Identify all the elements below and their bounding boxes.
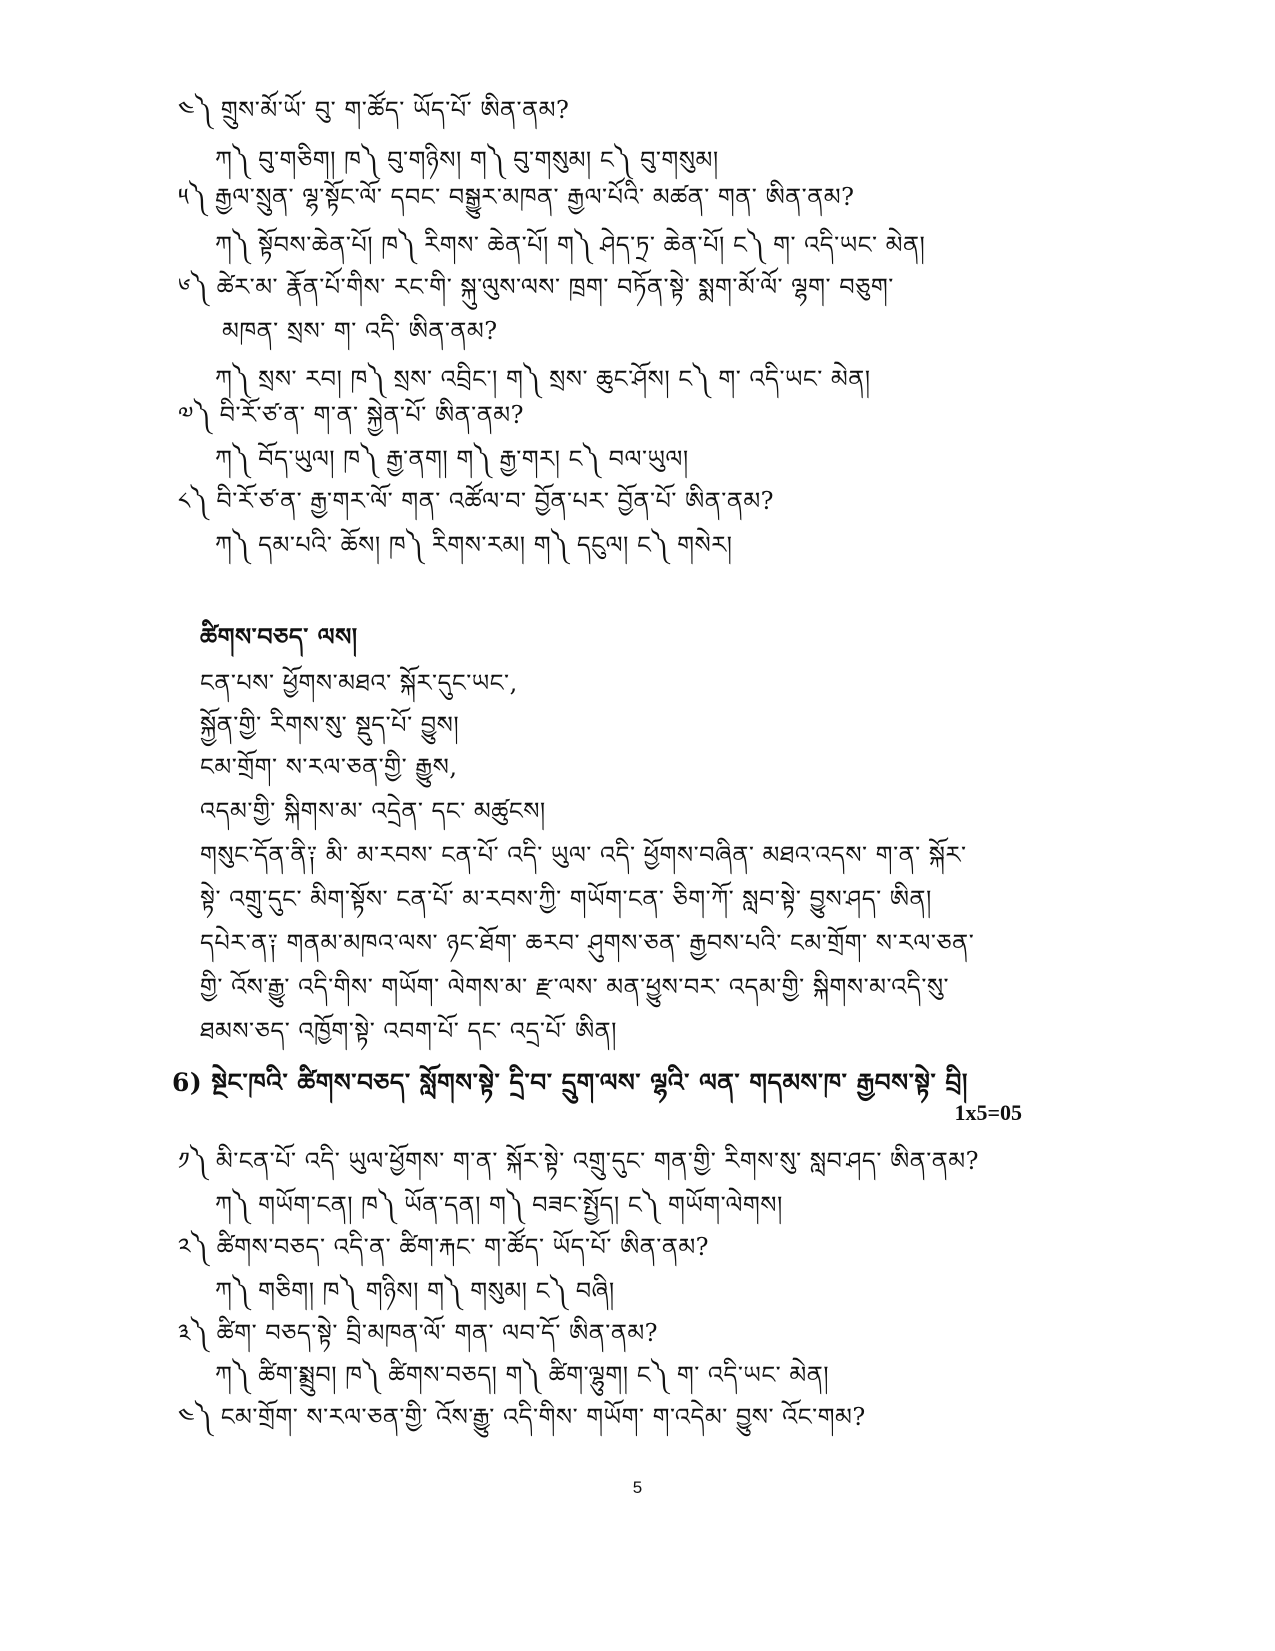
- question-5: ༥༽ རྒྱལ་སྲུན་ ལྷ་སྟོང་ལོ་ དབང་ བསྒྱུར་མཁན་ རྒྱལ་པོའི་ མཚན་ གན་ ཨིན་ནམ?: [178, 183, 855, 211]
- explanation-line-5: ཐམས་ཅད་ འཁྱོག་སྟེ་ འབག་པོ་ དང་ འདྲ་པོ་ ཨིན།: [200, 1017, 618, 1045]
- explanation-line-2: སྟེ་ འགྲུ་དུང་ མིག་སྟོས་ ངན་པོ་ མ་རབས་ཀྱི་ གཡོག་ངན་ ཅིག་ཀོ་ སླབ་སྟེ་ བྱུས་ཤད་ ཨིན།: [200, 885, 932, 913]
- s6-question-1-options: ཀ༽ གཡོག་ངན། ཁ༽ ཡོན་དན། ག༽ བཟང་སྤྱོད། ང༽ གཡོག་ལེགས།: [215, 1191, 783, 1219]
- poem-line-3: ངམ་གྲོག་ ས་རལ་ཅན་གྱི་ རྒྱུས,: [200, 753, 458, 781]
- poem-line-2: སྐྱོན་གྱི་ རིགས་སུ་ སྡུད་པོ་ བྱུས།: [200, 711, 460, 739]
- question-6-continued: མཁན་ སྲས་ ག་ འདི་ ཨིན་ནམ?: [222, 317, 498, 345]
- poem-line-1: ངན་པས་ ཕྱོགས་མཐའ་ སྐོར་དུང་ཡང་,: [200, 669, 518, 697]
- question-4: ༤༽ གྲུས་མོ་ཡོ་ བུ་ ག་ཚོད་ ཡོད་པོ་ ཨིན་ནམ?: [178, 96, 570, 124]
- question-6-options: ཀ༽ སྲས་ རབ། ཁ༽ སྲས་ འབྲིང་། ག༽ སྲས་ ཆུང་ཤོས། ང༽ ག་ འདི་ཡང་ མེན།: [215, 365, 871, 393]
- s6-question-4: ༤༽ ངམ་གྲོག་ ས་རལ་ཅན་གྱི་ འོས་རྒྱུ་ འདི་གིས་ གཡོག་ ག་འདེམ་ བྱུས་ འོང་གམ?: [178, 1403, 866, 1431]
- page-number: 5: [632, 1478, 643, 1497]
- question-8: ༨༽ བི་རོ་ཙ་ན་ རྒྱ་གར་ལོ་ གན་ འཚོལ་བ་ བྱོན་པར་ བྱོན་པོ་ ཨིན་ནམ?: [178, 487, 775, 515]
- question-4-options: ཀ༽ བུ་གཅིག། ཁ༽ བུ་གཉིས། ག༽ བུ་གསུམ། ང༽ བུ་གསུམ།: [215, 146, 719, 174]
- question-7: ༧༽ བི་རོ་ཙ་ན་ ག་ན་ སྐྱེན་པོ་ ཨིན་ནམ?: [178, 401, 524, 429]
- s6-question-3: ༣༽ ཚིག་ བཅད་སྟེ་ བྲི་མཁན་ལོ་ གན་ ལབ་དོ་ ཨིན་ནམ?: [178, 1319, 659, 1347]
- s6-question-3-options: ཀ༽ ཚིག་སྨྲུབ། ཁ༽ ཚིགས་བཅད། ག༽ ཚིག་ལྷུག། ང༽ ག་ འདི་ཡང་ མེན།: [215, 1361, 830, 1389]
- section-6-heading: 6) སྔེང་ཁའི་ ཚིགས་བཅད་ སློགས་སྟེ་ དྲི་བ་ དྲུག་ལས་ ལྷའི་ ལན་ གདམས་ཁ་ རྒྱབས་སྟེ་ བྲི།: [172, 1068, 968, 1097]
- question-5-options: ཀ༽ སྟོབས་ཆེན་པོ། ཁ༽ རིགས་ ཆེན་པོ། ག༽ ཤེད་ཏྲ་ ཆེན་པོ། ང༽ ག་ འདི་ཡང་ མེན།: [215, 231, 926, 259]
- poem-line-4: འདམ་གྱི་ སྐིགས་མ་ འདྲེན་ དང་ མཚུངས།: [200, 797, 546, 825]
- question-8-options: ཀ༽ དམ་པའི་ ཆོས། ཁ༽ རིགས་རམ། ག༽ དངུལ། ང༽ གསེར།: [215, 531, 733, 559]
- s6-question-1: ༡༽ མི་ངན་པོ་ འདི་ ཡུལ་ཕྱོགས་ ག་ན་ སྐོར་སྟེ་ འགྲུ་དུང་ གན་གྱི་ རིགས་སུ་ སླབ་ཤད་ ཨིན་ནམ?: [178, 1147, 979, 1175]
- explanation-line-3: དཔེར་ན༑ གནམ་མཁའ་ལས་ ཉང་ཐོག་ ཆརབ་ ཤུགས་ཅན་ རྒྱབས་པའི་ ངམ་གྲོག་ ས་རལ་ཅན་: [200, 929, 975, 957]
- s6-question-2: ༢༽ ཚིགས་བཅད་ འདི་ན་ ཚིག་རྐང་ ག་ཚོད་ ཡོད་པོ་ ཨིན་ནམ?: [178, 1233, 710, 1261]
- explanation-line-1: གསུང་དོན་ནི༑ མི་ མ་རབས་ ངན་པོ་ འདི་ ཡུལ་ འདི་ ཕྱོགས་བཞིན་ མཐའ་འདས་ ག་ན་ སྐོར་: [200, 841, 967, 869]
- poem-heading: ཚིགས་བཅད་ ལས།: [200, 622, 358, 651]
- marks-label: 1x5=05: [954, 1100, 1022, 1125]
- s6-question-2-options: ཀ༽ གཅིག། ཁ༽ གཉིས། ག༽ གསུམ། ང༽ བཞི།: [215, 1277, 615, 1305]
- explanation-line-4: གྱི་ འོས་རྒྱུ་ འདི་གིས་ གཡོག་ ལེགས་མ་ རྫ་ལས་ མན་ཕྱུས་བར་ འདམ་གྱི་ སྐིགས་མ་འདི་སུ་: [200, 973, 950, 1001]
- question-7-options: ཀ༽ བོད་ཡུལ། ཁ༽ རྒྱ་ནག། ག༽ རྒྱ་གར། ང༽ བལ་ཡུལ།: [215, 445, 689, 473]
- question-6: ༦༽ ཚེར་མ་ རྣོན་པོ་གིས་ རང་གི་ སྐུ་ལུས་ལས་ ཁྲག་ བཏོན་སྟེ་ སྨག་མོ་ལོ་ ལྷག་ བཅུག་: [178, 273, 894, 301]
